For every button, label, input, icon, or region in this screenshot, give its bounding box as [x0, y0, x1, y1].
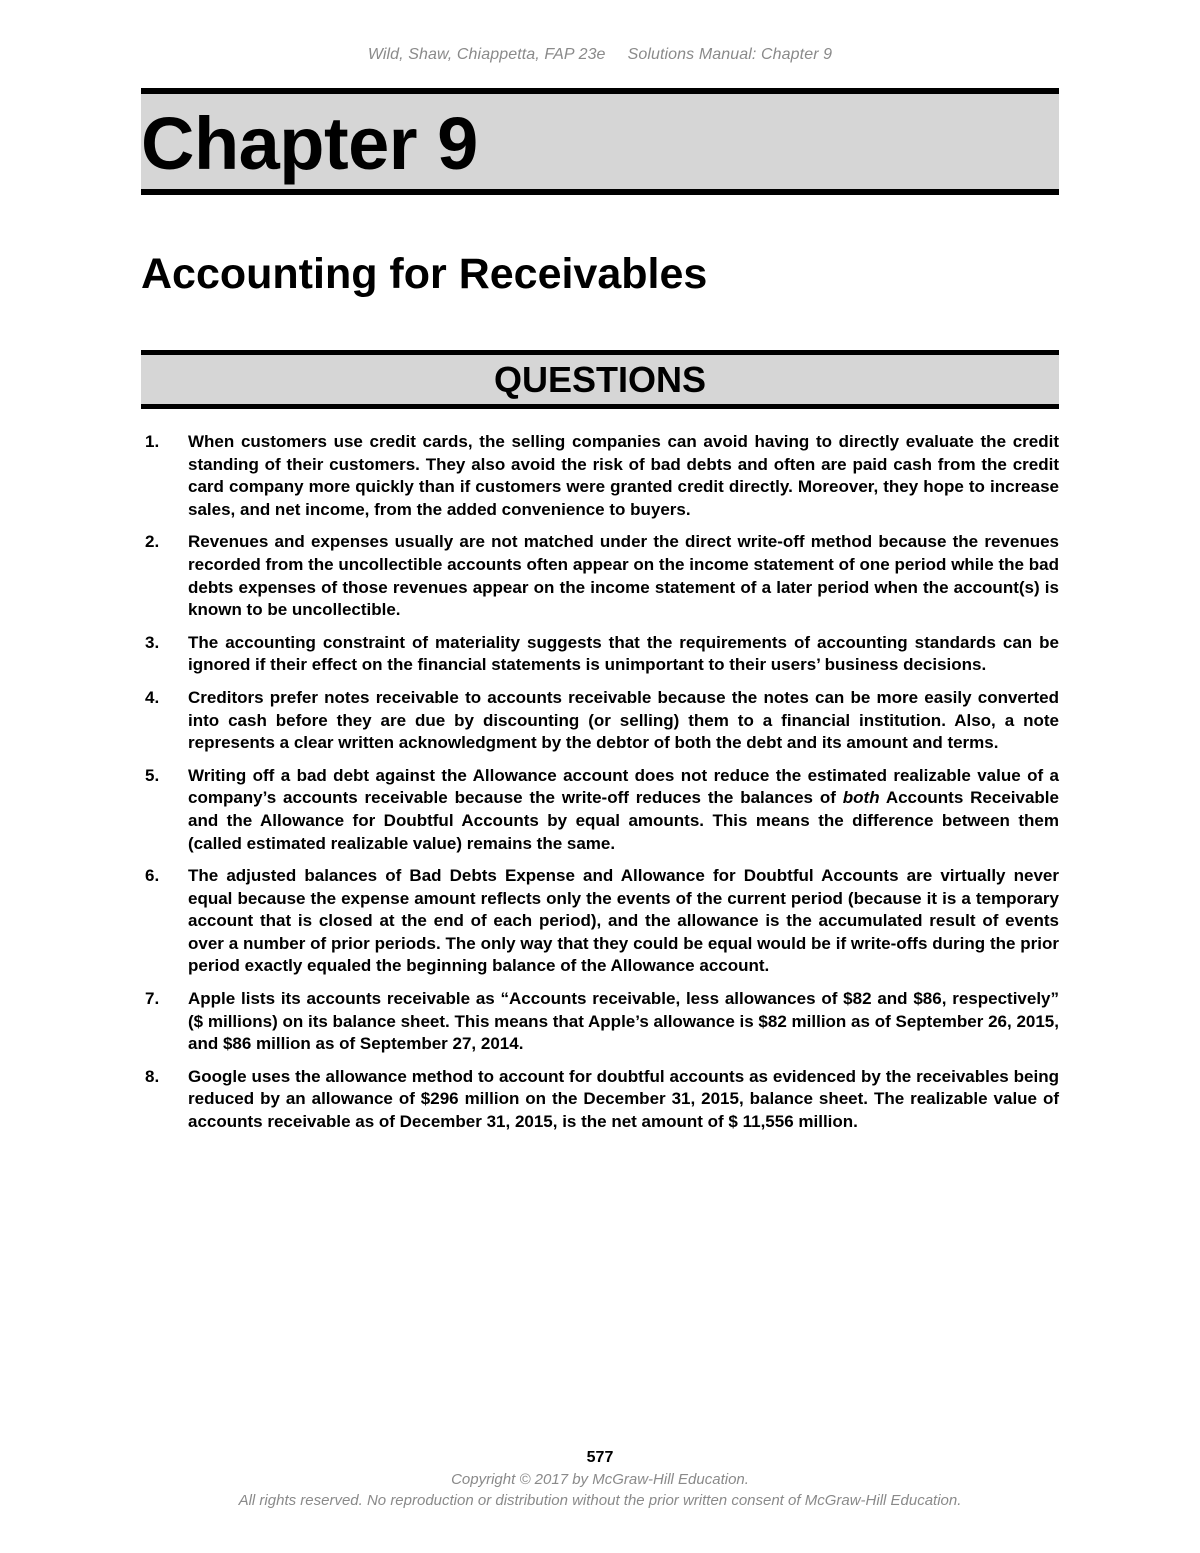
question-text: Apple lists its accounts receivable as “Accounts receivable, less allowances of $82 and $86, respectively” ($ millions) on its balance sheet. This means that Apple’s allowance is $82 million as of September 26, 2015, and $86 million as of September 27, 2014.: [188, 989, 1059, 1054]
question-item-7: [141, 988, 1059, 1056]
question-text-part: Writing off a bad debt against the Allowance account does not reduce the estimated realizable value of a company’s accounts receivable because the write-off reduces the balances of: [188, 765, 1059, 808]
question-text: Revenues and expenses usually are not matched under the direct write-off method because the revenues recorded from the uncollectible accounts often appear on the income statement of one period while the bad debts expenses of those revenues appear on the income statement of a later period when the account(s) is known to be uncollectible.: [188, 532, 1059, 620]
question-text: Google uses the allowance method to account for doubtful accounts as evidenced by the receivables being reduced by an allowance of $296 million on the December 31, 2015, balance sheet. The realizable value of accounts receivable as of December 31, 2015, is the net amount of $ 11,556 million.: [188, 1066, 1059, 1132]
question-item-5: [141, 765, 1059, 855]
question-text: When customers use credit cards, the selling companies can avoid having to directly evaluate the credit standing of their customers. They also avoid the risk of bad debts and often are paid cash from the credit card company more quickly than if customers were granted credit directly. Moreover, they hope to increase sales, and net income, from the added convenience to buyers.: [188, 432, 1059, 519]
question-text: The adjusted balances of Bad Debts Expense and Allowance for Doubtful Accounts are virtually never equal because the expense amount reflects only the events of the current period (because it is a temporary account that is closed at the end of each period), and the allowance is the accumulated result of events over a number of prior periods. The only way that they could be equal would be if write-offs during the prior period exactly equaled the beginning balance of the Allowance account.: [188, 866, 1059, 976]
question-item-3: [141, 632, 1059, 677]
question-text-part: Accounts Receivable and the Allowance for Doubtful Accounts by equal amounts. This means the difference between them (called estimated realizable value) remains the same.: [188, 788, 1059, 853]
header-manual: Solutions Manual: Chapter 9: [627, 46, 833, 63]
question-item-8: [141, 1066, 1059, 1134]
questions-banner: [141, 350, 1059, 409]
question-item-6: [141, 865, 1059, 978]
question-number: 5.: [145, 765, 160, 785]
question-number: 3.: [145, 632, 160, 652]
question-number: 7.: [145, 989, 160, 1009]
question-text: The accounting constraint of materiality suggests that the requirements of accounting standards can be ignored if their effect on the financial statements is unimportant to their users’ business decisions.: [188, 632, 1059, 675]
question-number: 4.: [145, 687, 160, 707]
rights-notice: All rights reserved. No reproduction or distribution without the prior written consent of McGraw-Hill Education.: [238, 1492, 962, 1509]
question-number: 2.: [145, 532, 160, 552]
question-text: [188, 766, 1059, 853]
question-text: Creditors prefer notes receivable to accounts receivable because the notes can be more easily converted into cash before they are due by discounting (or selling) them to a financial institution. Also, a note represents a clear written acknowledgment by the debtor of both the debt and its amount and terms.: [188, 687, 1059, 753]
chapter-title: Chapter 9: [141, 102, 478, 185]
chapter-subtitle: Accounting for Receivables: [141, 250, 708, 298]
question-number: 8.: [145, 1066, 160, 1086]
header-authors: Wild, Shaw, Chiappetta, FAP 23e: [367, 46, 606, 63]
question-number: 6.: [145, 866, 160, 886]
chapter-banner: [141, 88, 1059, 195]
question-item-1: [141, 431, 1059, 521]
page-number: 577: [586, 1449, 614, 1466]
question-item-4: [141, 687, 1059, 755]
question-item-2: [141, 531, 1059, 621]
section-heading: QUESTIONS: [493, 359, 707, 400]
question-list: [141, 431, 1059, 1144]
question-number: 1.: [145, 432, 160, 451]
copyright-notice: Copyright © 2017 by McGraw-Hill Education.: [451, 1471, 749, 1488]
running-header: [0, 46, 1200, 64]
emphasis-text: both: [842, 788, 880, 808]
